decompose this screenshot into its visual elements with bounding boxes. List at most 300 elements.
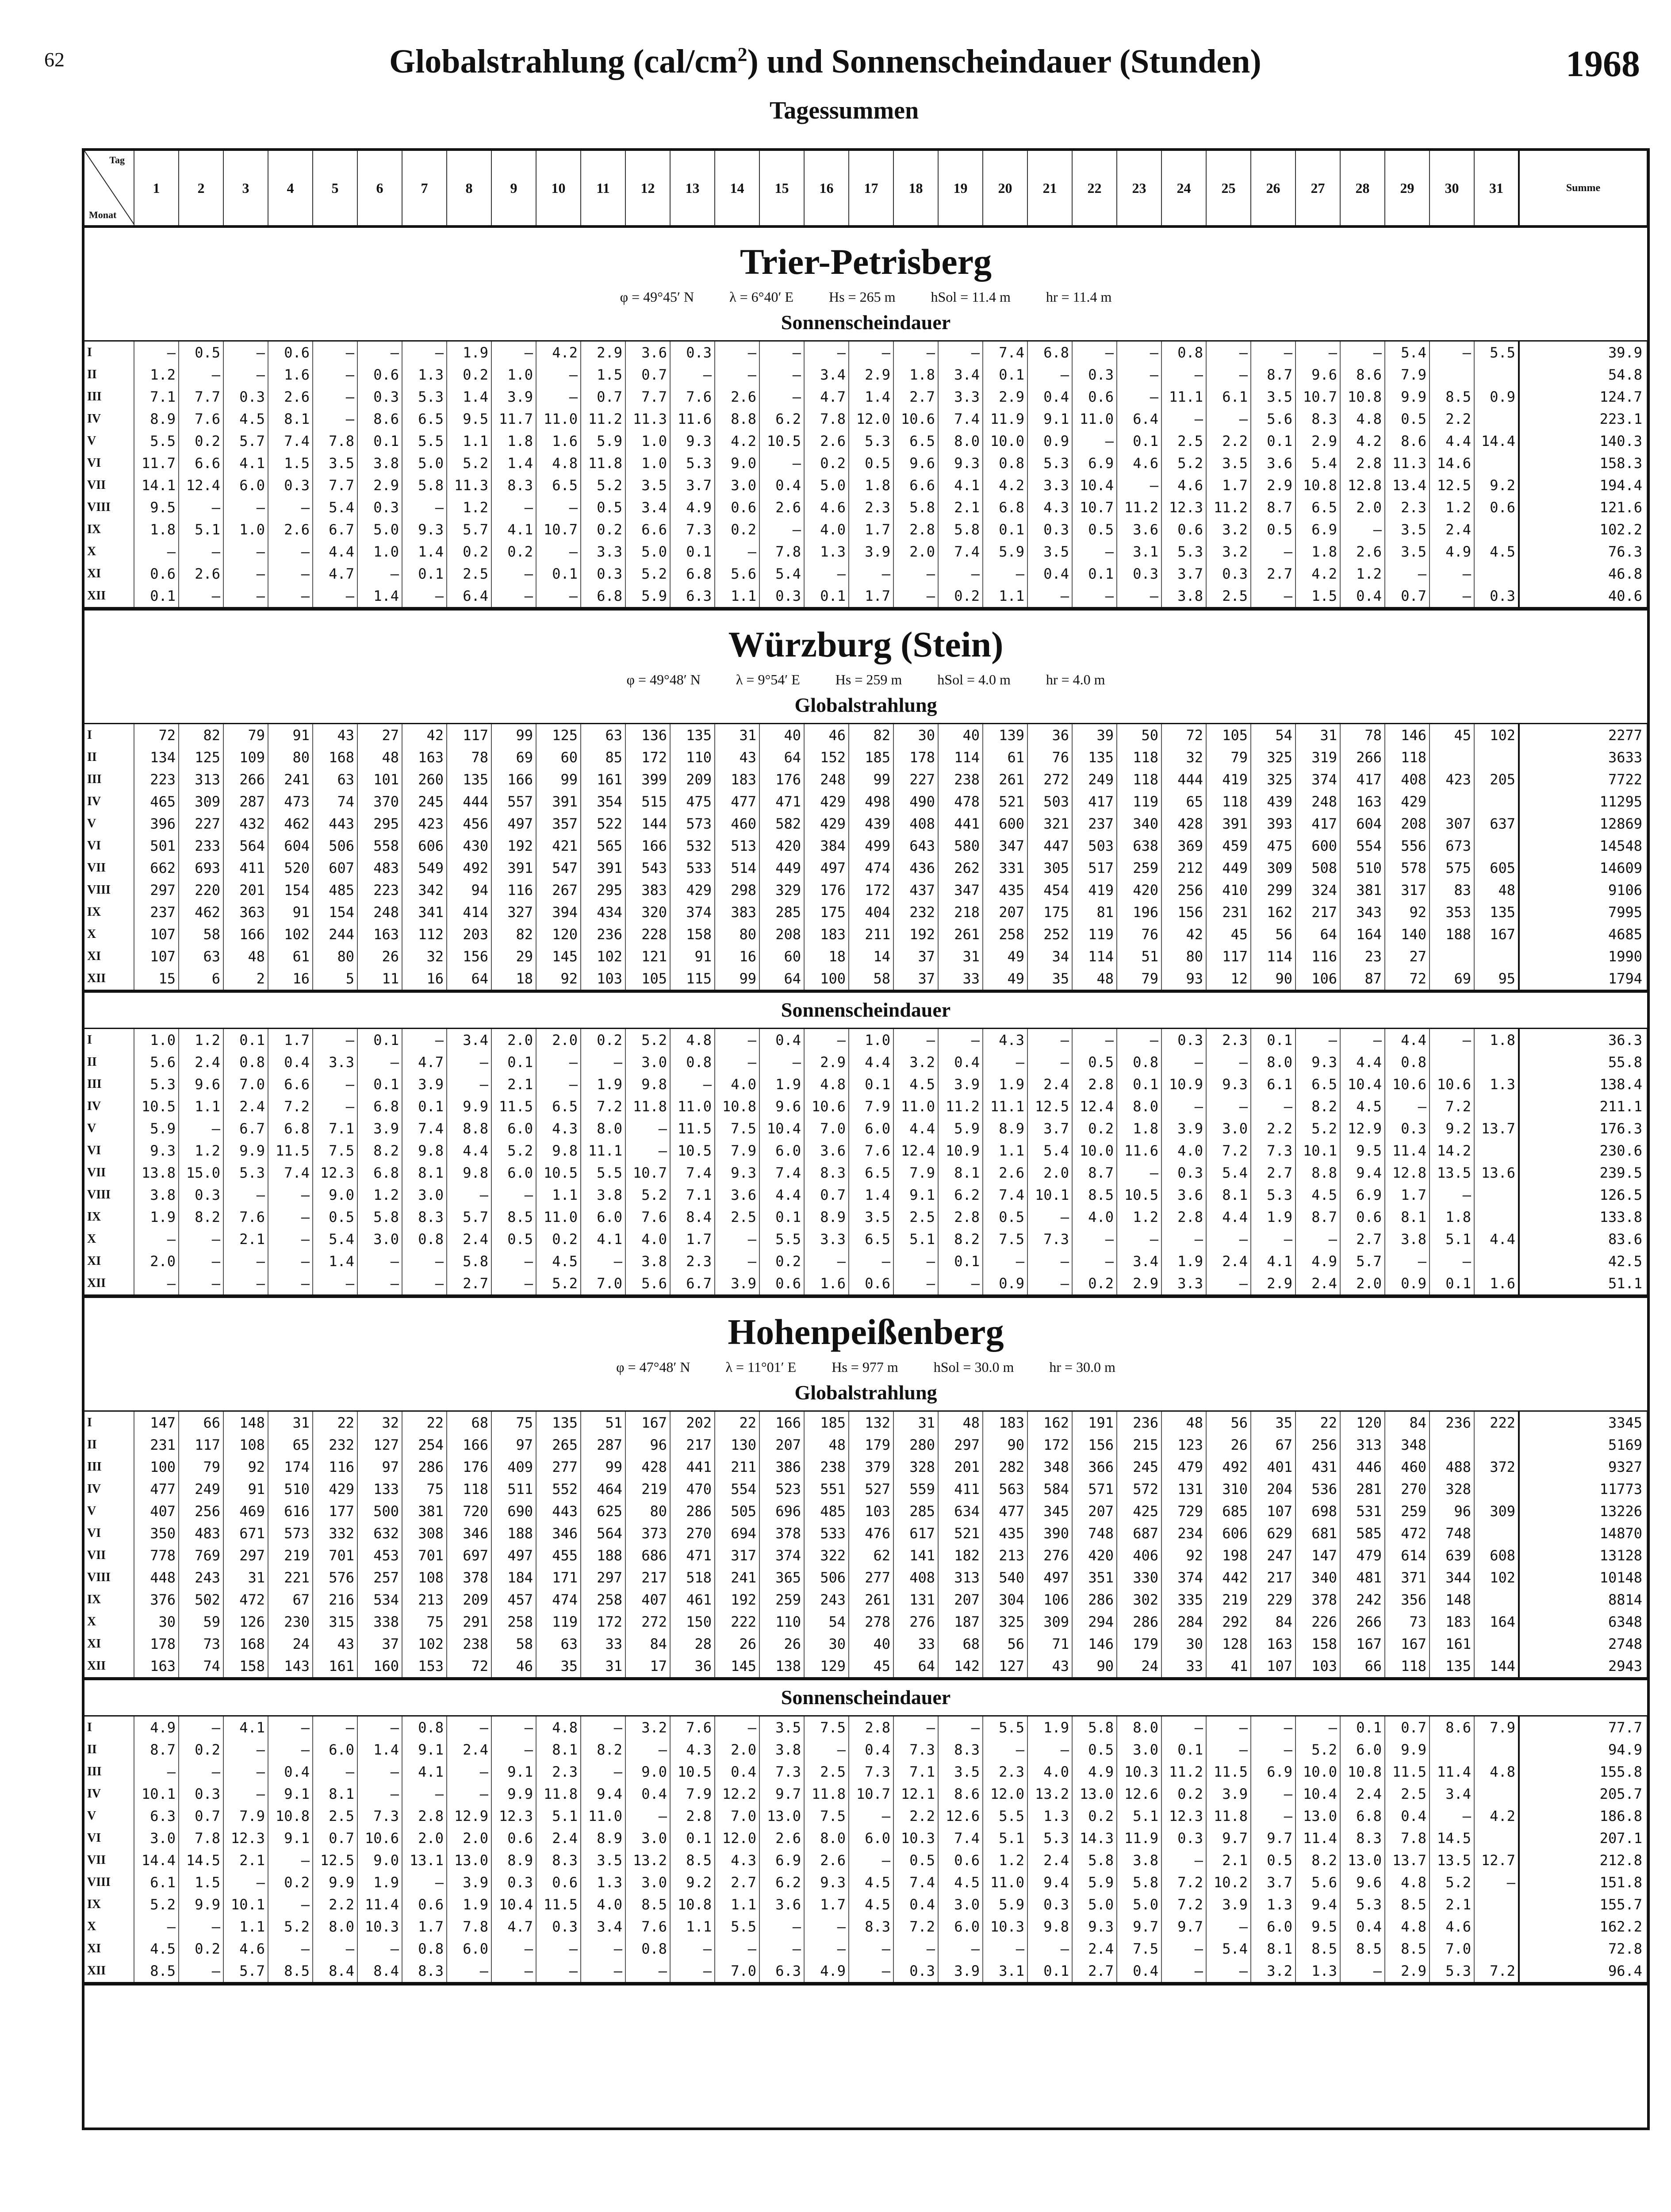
- day-value: 10.7: [625, 1162, 670, 1184]
- day-value: 37: [357, 1633, 402, 1655]
- day-value: –: [581, 1761, 625, 1783]
- day-value: –: [179, 1716, 223, 1739]
- day-value: 0.3: [1027, 1893, 1072, 1916]
- day-value: 11.1: [983, 1095, 1027, 1118]
- day-value: 3.6: [1161, 1184, 1206, 1206]
- day-value: 135: [670, 724, 715, 747]
- day-value: 6.0: [491, 1118, 536, 1140]
- sum-cell: 54.8: [1519, 364, 1647, 386]
- day-value: 3.1: [1117, 541, 1161, 563]
- day-value: 605: [1474, 857, 1519, 879]
- day-value: 31: [1295, 724, 1340, 747]
- day-value: 474: [536, 1589, 581, 1611]
- station-block: [84, 611, 1647, 1298]
- day-value: 429: [670, 879, 715, 901]
- day-value: 62: [849, 1544, 893, 1567]
- day-value: 1.8: [1430, 1206, 1474, 1228]
- day-value: 501: [134, 835, 179, 857]
- day-value: 72: [1385, 968, 1430, 991]
- day-value: 236: [1117, 1411, 1161, 1434]
- day-value: 7.4: [938, 541, 983, 563]
- day-value: 99: [491, 724, 536, 747]
- day-value: 9.8: [536, 1140, 581, 1162]
- day-value: 11.0: [536, 1206, 581, 1228]
- day-value: 4.6: [1117, 452, 1161, 474]
- day-value: 5.9: [938, 1118, 983, 1140]
- day-value: 5.3: [1430, 1960, 1474, 1983]
- sum-cell: 124.7: [1519, 386, 1647, 408]
- day-value: –: [1251, 1716, 1295, 1739]
- day-value: 335: [1161, 1589, 1206, 1611]
- day-value: 5.7: [223, 1960, 268, 1983]
- day-value: –: [536, 1960, 581, 1983]
- day-value: 135: [1430, 1655, 1474, 1678]
- day-value: –: [536, 1938, 581, 1960]
- day-value: 0.1: [1161, 1739, 1206, 1761]
- day-value: 381: [402, 1500, 447, 1522]
- day-value: 0.9: [983, 1272, 1027, 1295]
- day-value: 12.2: [715, 1783, 759, 1805]
- day-value: [1474, 791, 1519, 813]
- day-value: 220: [179, 879, 223, 901]
- day-value: 629: [1251, 1522, 1295, 1544]
- day-value: 5.4: [759, 563, 804, 585]
- day-value: 483: [357, 857, 402, 879]
- day-value: 2.7: [715, 1871, 759, 1893]
- day-value: –: [1295, 1716, 1340, 1739]
- day-value: –: [402, 496, 447, 518]
- day-value: 7.2: [1474, 1960, 1519, 1983]
- day-value: 5.3: [849, 430, 893, 452]
- day-value: 2.1: [1430, 1893, 1474, 1916]
- day-value: 0.2: [759, 1250, 804, 1272]
- day-value: 6.9: [1295, 518, 1340, 541]
- day-value: 100: [134, 1456, 179, 1478]
- day-value: 285: [893, 1500, 938, 1522]
- day-value: –: [1206, 1739, 1251, 1761]
- day-value: 0.1: [1430, 1272, 1474, 1295]
- day-value: 0.6: [268, 341, 313, 364]
- day-value: 435: [983, 879, 1027, 901]
- sum-cell: 39.9: [1519, 341, 1647, 364]
- day-value: 8.1: [1206, 1184, 1251, 1206]
- day-value: 163: [1251, 1633, 1295, 1655]
- day-value: 748: [1072, 1522, 1117, 1544]
- table-row: [84, 1783, 1647, 1805]
- month-label: I: [84, 1029, 134, 1052]
- day-value: 233: [179, 835, 223, 857]
- day-value: 10.7: [849, 1783, 893, 1805]
- day-value: 639: [1430, 1544, 1474, 1567]
- day-value: –: [625, 1140, 670, 1162]
- day-value: 1.6: [1474, 1272, 1519, 1295]
- day-value: –: [804, 341, 849, 364]
- day-value: 7.2: [893, 1916, 938, 1938]
- day-value: 3.7: [1251, 1871, 1295, 1893]
- day-value: –: [1072, 585, 1117, 608]
- day-value: 8.1: [402, 1162, 447, 1184]
- day-value: 500: [357, 1500, 402, 1522]
- day-value: 3.0: [357, 1228, 402, 1250]
- day-value: 6.5: [1295, 1073, 1340, 1095]
- day-value: –: [134, 341, 179, 364]
- day-value: –: [759, 386, 804, 408]
- day-value: 2: [223, 968, 268, 991]
- day-value: 0.3: [1027, 518, 1072, 541]
- day-value: 284: [1161, 1611, 1206, 1633]
- day-value: 9.6: [1340, 1871, 1385, 1893]
- day-value: 0.7: [581, 386, 625, 408]
- day-value: 0.3: [491, 1871, 536, 1893]
- day-value: –: [1206, 1916, 1251, 1938]
- day-value: 1.7: [804, 1893, 849, 1916]
- day-value: 13.5: [1430, 1849, 1474, 1871]
- month-label: V: [84, 1500, 134, 1522]
- day-value: 1.7: [1206, 474, 1251, 496]
- day-value: 16: [402, 968, 447, 991]
- day-value: 8.2: [938, 1228, 983, 1250]
- day-value: 0.1: [1251, 1029, 1295, 1052]
- day-value: 485: [313, 879, 357, 901]
- day-header: 6: [357, 151, 402, 227]
- day-value: –: [759, 364, 804, 386]
- day-value: –: [491, 1272, 536, 1295]
- day-header: 13: [670, 151, 715, 227]
- day-value: 8.5: [1295, 1938, 1340, 1960]
- month-label: VIII: [84, 1871, 134, 1893]
- day-value: 439: [1251, 791, 1295, 813]
- day-value: 33: [938, 968, 983, 991]
- day-value: 91: [223, 1478, 268, 1500]
- day-value: –: [670, 1938, 715, 1960]
- day-value: 257: [357, 1567, 402, 1589]
- day-value: 13.5: [1430, 1162, 1474, 1184]
- day-value: –: [179, 585, 223, 608]
- title-main: Globalstrahlung (cal/cm: [389, 43, 738, 80]
- day-value: 3.6: [804, 1140, 849, 1162]
- day-value: 118: [447, 1478, 491, 1500]
- month-label: XI: [84, 1250, 134, 1272]
- day-value: 221: [268, 1567, 313, 1589]
- day-value: 532: [670, 835, 715, 857]
- sum-cell: 14548: [1519, 835, 1647, 857]
- table-row: [84, 857, 1647, 879]
- page-year: 1968: [1566, 43, 1640, 84]
- day-value: 2.3: [1206, 1029, 1251, 1052]
- day-value: 10.4: [1295, 1783, 1340, 1805]
- day-value: 0.3: [223, 386, 268, 408]
- day-value: 8.0: [1117, 1095, 1161, 1118]
- month-label: IV: [84, 791, 134, 813]
- day-header: 3: [223, 151, 268, 227]
- day-value: [1474, 1206, 1519, 1228]
- day-value: 207: [983, 901, 1027, 923]
- day-value: 9.3: [670, 430, 715, 452]
- day-value: 1.8: [893, 364, 938, 386]
- day-value: 10.1: [134, 1783, 179, 1805]
- table-row: [84, 1916, 1647, 1938]
- day-value: 6.3: [759, 1960, 804, 1983]
- day-value: [1430, 364, 1474, 386]
- day-value: 5.3: [402, 386, 447, 408]
- day-value: 386: [759, 1456, 804, 1478]
- day-value: 1.6: [804, 1272, 849, 1295]
- day-value: 442: [1206, 1567, 1251, 1589]
- day-value: 133: [357, 1478, 402, 1500]
- day-value: 7.5: [804, 1805, 849, 1827]
- day-value: 2.9: [581, 341, 625, 364]
- day-value: 163: [134, 1655, 179, 1678]
- day-value: 3.8: [1161, 585, 1206, 608]
- day-value: 4.1: [402, 1761, 447, 1783]
- day-value: 4.4: [893, 1118, 938, 1140]
- day-value: 472: [223, 1589, 268, 1611]
- day-value: 8.3: [402, 1206, 447, 1228]
- day-value: 3.9: [1206, 1783, 1251, 1805]
- day-header: 23: [1117, 151, 1161, 227]
- day-value: 163: [402, 746, 447, 768]
- day-value: 118: [1117, 746, 1161, 768]
- day-value: 123: [1161, 1434, 1206, 1456]
- day-value: 2.7: [1340, 1228, 1385, 1250]
- day-value: 219: [1206, 1589, 1251, 1611]
- day-value: 1.1: [670, 1916, 715, 1938]
- day-value: –: [179, 1250, 223, 1272]
- day-value: 0.7: [1385, 585, 1430, 608]
- day-value: 384: [804, 835, 849, 857]
- day-header: 26: [1251, 151, 1295, 227]
- day-value: 6.5: [893, 430, 938, 452]
- day-value: 7.2: [268, 1095, 313, 1118]
- day-value: 1.6: [536, 430, 581, 452]
- day-value: 5.5: [134, 430, 179, 452]
- day-value: 45: [1206, 923, 1251, 945]
- day-value: 10.8: [1340, 386, 1385, 408]
- day-value: –: [402, 585, 447, 608]
- day-value: 167: [625, 1411, 670, 1434]
- day-value: 286: [402, 1456, 447, 1478]
- day-value: 3.9: [491, 386, 536, 408]
- month-label: I: [84, 341, 134, 364]
- day-value: 10.3: [357, 1916, 402, 1938]
- day-value: 161: [1430, 1633, 1474, 1655]
- day-value: 1.5: [268, 452, 313, 474]
- day-value: 116: [491, 879, 536, 901]
- sum-cell: 223.1: [1519, 408, 1647, 430]
- day-value: 0.1: [938, 1250, 983, 1272]
- day-value: 108: [223, 1434, 268, 1456]
- day-header: 9: [491, 151, 536, 227]
- day-value: 5.1: [536, 1805, 581, 1827]
- day-value: 135: [447, 768, 491, 791]
- day-value: 48: [1474, 879, 1519, 901]
- day-value: –: [268, 1849, 313, 1871]
- day-value: 0.4: [893, 1893, 938, 1916]
- day-header: 27: [1295, 151, 1340, 227]
- day-value: 259: [1117, 857, 1161, 879]
- day-value: –: [179, 1960, 223, 1983]
- day-value: 0.2: [804, 452, 849, 474]
- day-value: 4.3: [1027, 496, 1072, 518]
- day-value: 30: [804, 1633, 849, 1655]
- day-value: 379: [849, 1456, 893, 1478]
- day-value: 102: [402, 1633, 447, 1655]
- day-value: 204: [1251, 1478, 1295, 1500]
- day-value: 164: [1340, 923, 1385, 945]
- day-value: 307: [1430, 813, 1474, 835]
- day-value: 60: [759, 945, 804, 968]
- day-value: 127: [983, 1655, 1027, 1678]
- day-value: –: [223, 1184, 268, 1206]
- day-value: 11.4: [1295, 1827, 1340, 1849]
- day-value: 0.4: [1117, 1960, 1161, 1983]
- sum-cell: 46.8: [1519, 563, 1647, 585]
- day-value: 5.5: [759, 1228, 804, 1250]
- day-value: 0.1: [1027, 1960, 1072, 1983]
- sum-cell: 138.4: [1519, 1073, 1647, 1095]
- day-value: 12.0: [715, 1827, 759, 1849]
- day-value: 10.0: [1072, 1140, 1117, 1162]
- day-value: 64: [447, 968, 491, 991]
- day-value: 10.4: [1072, 474, 1117, 496]
- day-value: 309: [1251, 857, 1295, 879]
- day-value: 222: [1474, 1411, 1519, 1434]
- day-value: 114: [1072, 945, 1117, 968]
- day-value: 4.8: [670, 1029, 715, 1052]
- day-value: 164: [1474, 1611, 1519, 1633]
- day-value: 310: [1206, 1478, 1251, 1500]
- day-value: 4.6: [1161, 474, 1206, 496]
- day-value: 74: [179, 1655, 223, 1678]
- day-value: 6.0: [1340, 1739, 1385, 1761]
- day-value: 4.4: [1340, 1051, 1385, 1073]
- day-value: 625: [581, 1500, 625, 1522]
- day-value: 12.0: [849, 408, 893, 430]
- day-value: [1430, 1051, 1474, 1073]
- day-value: 638: [1117, 835, 1161, 857]
- day-value: 341: [402, 901, 447, 923]
- day-value: 5.8: [447, 1250, 491, 1272]
- day-value: 0.8: [670, 1051, 715, 1073]
- day-value: 11.8: [625, 1095, 670, 1118]
- day-value: 161: [581, 768, 625, 791]
- day-value: 22: [1295, 1411, 1340, 1434]
- day-value: 4.9: [1295, 1250, 1340, 1272]
- day-value: 0.6: [402, 1893, 447, 1916]
- station-name: Hohenpeißenberg: [728, 1312, 1004, 1352]
- day-value: 1.1: [447, 430, 491, 452]
- sum-cell: 2943: [1519, 1655, 1647, 1678]
- table-row: [84, 1434, 1647, 1456]
- day-value: 391: [1206, 813, 1251, 835]
- day-value: 213: [402, 1589, 447, 1611]
- day-value: 0.2: [1161, 1783, 1206, 1805]
- day-value: 185: [804, 1411, 849, 1434]
- day-value: 0.6: [849, 1272, 893, 1295]
- day-value: –: [1206, 408, 1251, 430]
- day-value: –: [134, 1228, 179, 1250]
- day-value: –: [1027, 364, 1072, 386]
- day-value: 166: [447, 1434, 491, 1456]
- day-value: [1474, 1739, 1519, 1761]
- day-value: 506: [313, 835, 357, 857]
- day-value: [1474, 945, 1519, 968]
- day-value: 1.2: [134, 364, 179, 386]
- day-value: 148: [1430, 1589, 1474, 1611]
- day-value: 575: [1430, 857, 1474, 879]
- day-value: 1.7: [849, 518, 893, 541]
- day-value: 2.9: [1295, 430, 1340, 452]
- table-row: [84, 1589, 1647, 1611]
- day-value: 354: [581, 791, 625, 813]
- day-value: 84: [625, 1633, 670, 1655]
- sum-cell: 162.2: [1519, 1916, 1647, 1938]
- day-value: [1430, 945, 1474, 968]
- day-value: 51: [1117, 945, 1161, 968]
- day-value: [1474, 746, 1519, 768]
- day-value: 2.3: [983, 1761, 1027, 1783]
- day-value: 58: [491, 1633, 536, 1655]
- day-value: 2.0: [1340, 496, 1385, 518]
- day-value: 571: [1072, 1478, 1117, 1500]
- day-value: 9.4: [1340, 1162, 1385, 1184]
- day-value: 254: [402, 1434, 447, 1456]
- day-value: 61: [983, 746, 1027, 768]
- day-value: 8.2: [357, 1140, 402, 1162]
- day-value: 6.5: [536, 1095, 581, 1118]
- day-value: 2.1: [1206, 1849, 1251, 1871]
- day-value: 7.3: [1027, 1228, 1072, 1250]
- day-value: 43: [313, 1633, 357, 1655]
- day-value: 0.4: [938, 1051, 983, 1073]
- day-value: 8.5: [1340, 1938, 1385, 1960]
- day-value: 557: [491, 791, 536, 813]
- day-value: –: [1251, 1739, 1295, 1761]
- day-value: 9.2: [670, 1871, 715, 1893]
- day-value: 600: [983, 813, 1027, 835]
- day-value: 226: [1295, 1611, 1340, 1633]
- day-value: 1.7: [1385, 1184, 1430, 1206]
- day-value: 10.4: [1340, 1073, 1385, 1095]
- day-value: 0.1: [491, 1051, 536, 1073]
- day-value: 183: [804, 923, 849, 945]
- day-value: 8.1: [536, 1739, 581, 1761]
- day-value: 27: [1385, 945, 1430, 968]
- day-value: 4.7: [804, 386, 849, 408]
- station-coordinates: [84, 289, 1647, 305]
- day-value: 262: [938, 857, 983, 879]
- day-value: 2.4: [447, 1228, 491, 1250]
- day-value: 236: [581, 923, 625, 945]
- day-value: 3.9: [1161, 1118, 1206, 1140]
- day-value: 3.0: [1206, 1118, 1251, 1140]
- day-value: 9.2: [1474, 474, 1519, 496]
- day-value: 497: [491, 813, 536, 835]
- day-value: 448: [134, 1567, 179, 1589]
- day-value: 12.3: [223, 1827, 268, 1849]
- day-value: 59: [179, 1611, 223, 1633]
- day-value: 0.1: [849, 1073, 893, 1095]
- day-value: 2.8: [1161, 1206, 1206, 1228]
- day-value: 521: [938, 1522, 983, 1544]
- day-value: –: [1161, 1960, 1206, 1983]
- day-value: 5.4: [1385, 341, 1430, 364]
- day-value: –: [1295, 1228, 1340, 1250]
- day-value: –: [1430, 341, 1474, 364]
- day-value: 31: [268, 1411, 313, 1434]
- day-value: 469: [223, 1500, 268, 1522]
- day-value: 117: [447, 724, 491, 747]
